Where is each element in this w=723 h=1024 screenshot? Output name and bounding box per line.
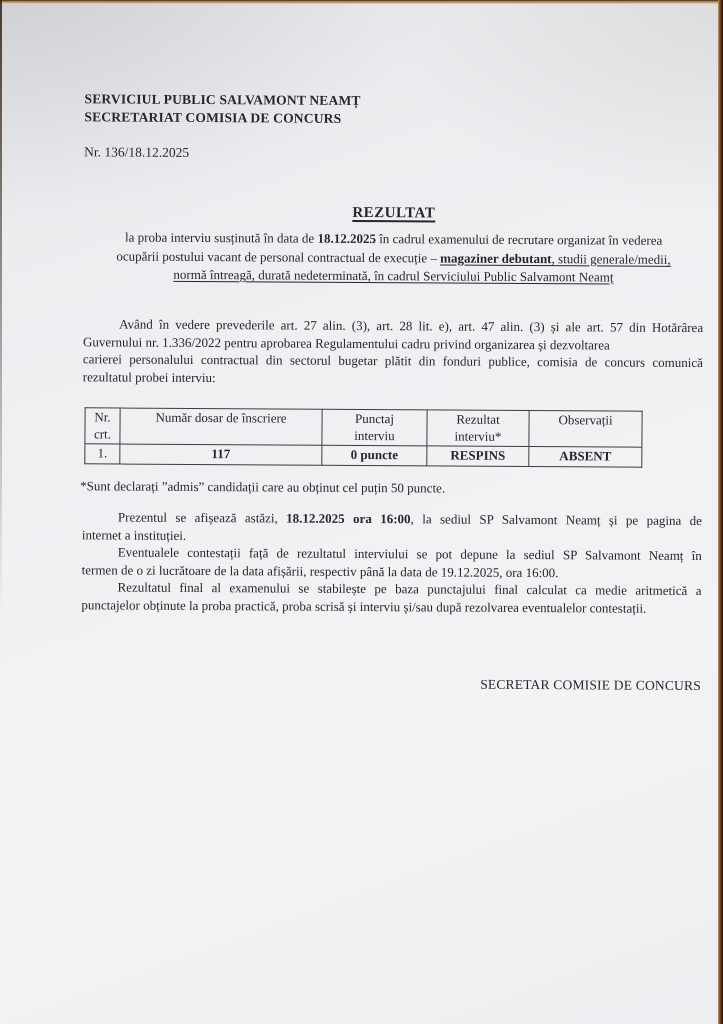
contest-line-1: Eventualele contestații față de rezultatul interviului se pot depune la sediul SP Salvamont Neamț în	[117, 544, 702, 564]
cell-observatii: ABSENT	[529, 447, 642, 467]
exam-date: 18.12.2025	[317, 230, 377, 247]
header-observatii: Observații	[529, 411, 642, 448]
intro-paragraph	[83, 228, 703, 287]
signature-title: SECRETAR COMISIE DE CONCURS	[480, 676, 701, 694]
header-dosar: Număr dosar de înscriere	[120, 408, 322, 445]
final-result-line-1: Rezultatul final al examenului se stabilește pe baza punctajului final calculat ca medie aritmetică a	[117, 579, 702, 599]
header-rezultat: Rezultat interviu*	[427, 410, 529, 447]
contest-line-2: termen de o zi lucrătoare de la data afișării, respectiv până la data de 19.12.2025, ora 16:00.	[81, 561, 559, 580]
legal-line-4: rezultatul probei interviu:	[82, 368, 216, 385]
header-nr-crt: Nr. crt.	[85, 408, 120, 444]
legal-line-3: carierei personalului contractual din sectorul bugetar plătit din fonduri publice, comisia de concurs comunică	[82, 351, 703, 371]
cell-rezultat: RESPINS	[427, 446, 529, 466]
scan-top-edge	[0, 0, 723, 4]
document-number: Nr. 136/18.12.2025	[84, 144, 190, 160]
posting-line-2: internet a instituției.	[81, 526, 187, 543]
final-result-line-2: punctajelor obținute la proba practică, proba scrisă și interviu și/sau după rezolvarea eventualelor contestații.	[81, 596, 647, 616]
position-name: magaziner debutant	[440, 249, 552, 266]
scan-left-edge	[0, 0, 2, 614]
department-name: SECRETARIAT COMISIA DE CONCURS	[84, 109, 342, 126]
legal-line-2: Guvernului nr. 1.336/2022 pentru aprobarea Regulamentului cadru privind organizarea și dezvoltarea	[82, 333, 610, 353]
legal-line-1: Având în vedere prevederile art. 27 alin. (3), art. 28 lit. e), art. 47 alin. (3) și ale art. 57 din Hotărârea	[119, 316, 704, 336]
body-paragraphs	[81, 508, 702, 617]
intro-line-3: normă întreagă, durată nedeterminată, în cadrul Serviciului Public Salvamont Neamț	[173, 266, 614, 285]
legal-basis-paragraph	[83, 315, 703, 389]
intro-line-1: la proba interviu susținută în data de 18.12.2025 în cadrul examenului de recrutare organizat în vederea	[124, 229, 663, 248]
header-punctaj: Punctaj interviu	[322, 409, 427, 446]
title-text: REZULTAT	[352, 204, 436, 222]
cell-nr: 1.	[85, 444, 120, 464]
cell-dosar: 117	[120, 444, 322, 465]
posting-datetime: 18.12.2025 ora 16:00	[286, 510, 411, 527]
table-header-row	[85, 408, 642, 447]
intro-line-2: ocupării postului vacant de personal contractual de execuție – magaziner debutant, studii generale/medii,	[116, 247, 671, 267]
posting-line-1: Prezentul se afișează astăzi, 18.12.2025 ora 16:00, la sediul SP Salvamont Neamț și pe pagina de	[117, 509, 702, 529]
results-table	[84, 407, 642, 467]
table-row	[85, 444, 642, 467]
institution-name: SERVICIUL PUBLIC SALVAMONT NEAMȚ	[84, 91, 361, 108]
document-title	[84, 203, 704, 224]
scan-right-edge	[718, 0, 723, 1024]
footnote: *Sunt declarați ”admis” candidații care au obținut cel puțin 50 puncte.	[80, 478, 446, 496]
letterhead	[84, 90, 704, 130]
cell-punctaj: 0 puncte	[322, 445, 427, 465]
